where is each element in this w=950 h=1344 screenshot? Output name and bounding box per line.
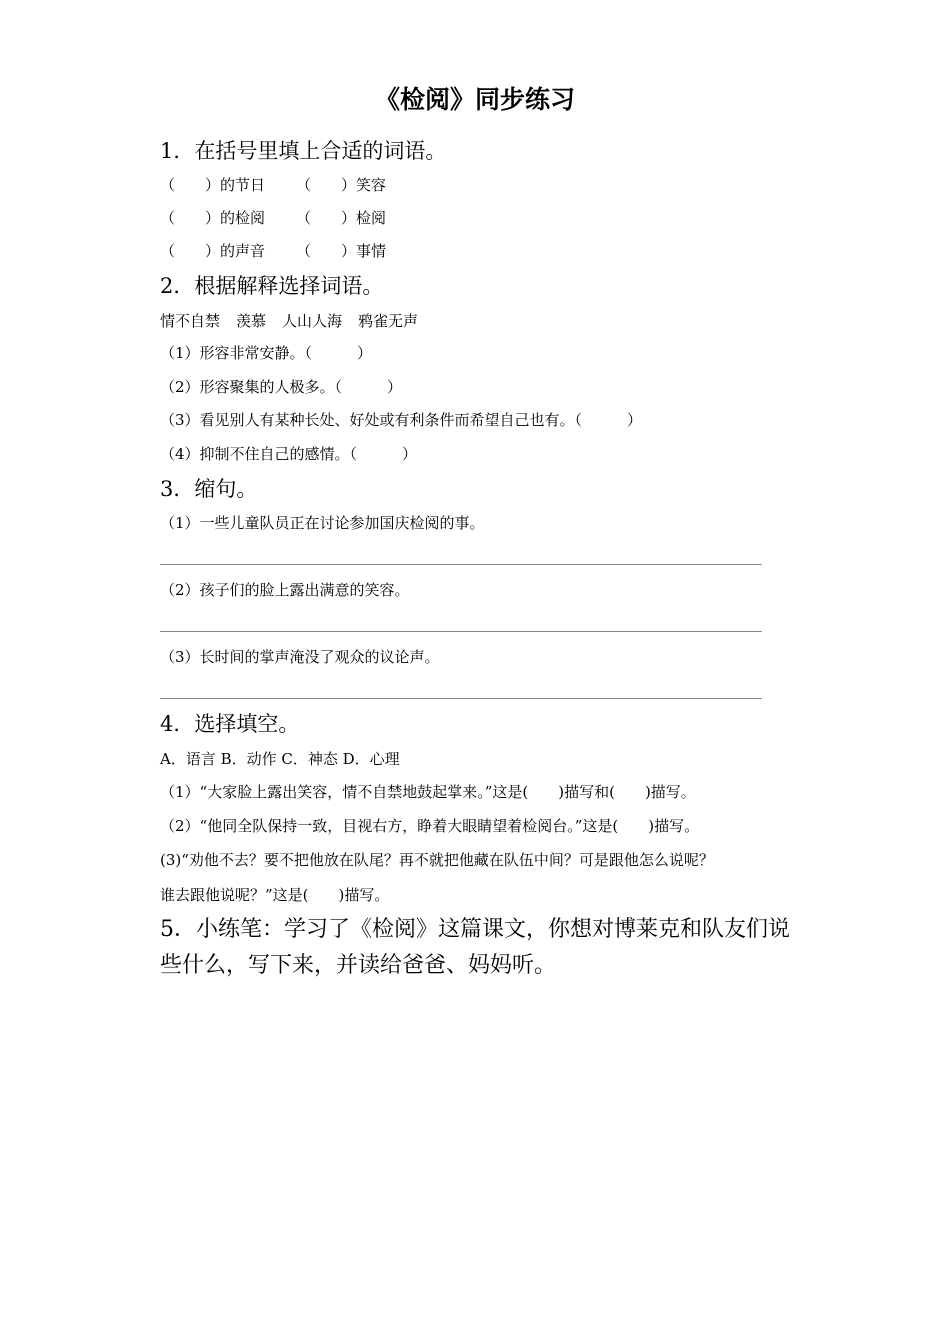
q3-heading: 3．缩句。 [160, 477, 258, 501]
q2-item: （3）看见别人有某种长处、好处或有利条件而希望自己也有。（ ） [160, 411, 643, 429]
q2-item: （1）形容非常安静。（ ） [160, 344, 373, 362]
q2-item: （4）抑制不住自己的感情。（ ） [160, 445, 418, 463]
q4-item-continued: 谁去跟他说呢？”这是( )描写。 [160, 886, 390, 904]
q2-heading: 2．根据解释选择词语。 [160, 274, 384, 298]
q3-item: （2）孩子们的脸上露出满意的笑容。 [160, 581, 410, 599]
q1-blank-item: （ ）的声音 [160, 242, 266, 260]
q1-row [160, 174, 432, 196]
q4-item: （1）“大家脸上露出笑容，情不自禁地鼓起掌来。”这是( )描写和( )描写。 [160, 783, 696, 801]
q4-options: A．语言 B．动作 C．神态 D．心理 [160, 750, 400, 768]
q5-text: 5．小练笔：学习了《检阅》这篇课文，你想对博莱克和队友们说些什么，写下来，并读给爸爸、妈妈听。 [160, 917, 790, 978]
q2-word: 人山人海 [282, 312, 343, 330]
q1-blank-item: （ ）检阅 [296, 209, 387, 227]
q4-heading: 4．选择填空。 [160, 712, 300, 736]
answer-line [160, 564, 762, 565]
q4-item: （2）“他同全队保持一致，目视右方，睁着大眼睛望着检阅台。”这是( )描写。 [160, 817, 700, 835]
q2-word-bank [160, 310, 434, 332]
q2-item: （2）形容聚集的人极多。（ ） [160, 378, 403, 396]
page-title: 《检阅》同步练习 [374, 85, 575, 114]
q1-blank-item: （ ）的检阅 [160, 209, 266, 227]
q1-row [160, 207, 432, 229]
q1-heading: 1．在括号里填上合适的词语。 [160, 139, 447, 163]
q3-item: （3）长时间的掌声淹没了观众的议论声。 [160, 648, 440, 666]
q3-item: （1）一些儿童队员正在讨论参加国庆检阅的事。 [160, 514, 485, 532]
q1-row [160, 240, 432, 262]
q2-word: 羡慕 [236, 312, 267, 330]
q2-word: 情不自禁 [160, 312, 221, 330]
q1-blank-item: （ ）的节日 [160, 176, 266, 194]
q1-blank-item: （ ）事情 [296, 242, 387, 260]
q4-item: (3)“劝他不去？要不把他放在队尾？再不就把他藏在队伍中间？可是跟他怎么说呢？ [160, 851, 714, 869]
answer-line [160, 631, 762, 632]
q2-word: 鸦雀无声 [358, 312, 419, 330]
answer-line [160, 698, 762, 699]
q1-blank-item: （ ）笑容 [296, 176, 387, 194]
